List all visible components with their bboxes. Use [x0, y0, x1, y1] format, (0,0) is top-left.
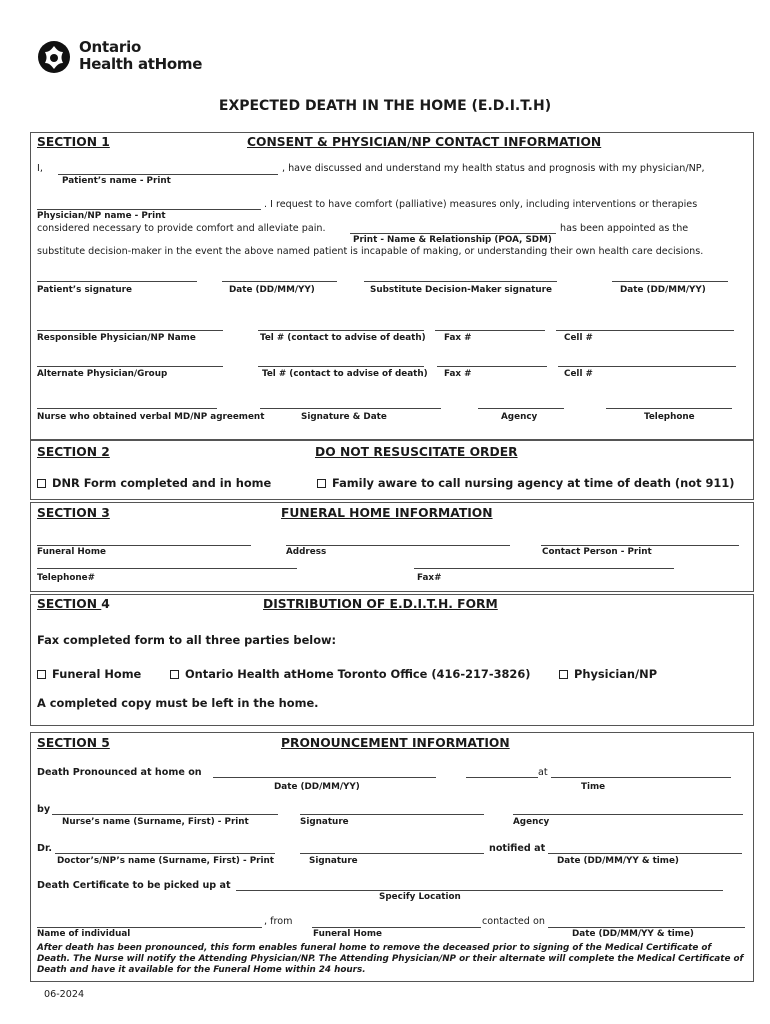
- sdm-date-field[interactable]: [612, 281, 728, 282]
- dnr-form-checkbox[interactable]: [37, 476, 271, 490]
- funeral-contact-field[interactable]: [541, 545, 739, 546]
- pronounced-at-text: at: [538, 767, 548, 778]
- death-pronounced-text: Death Pronounced at home on: [37, 767, 202, 778]
- by-nurse-signature-field[interactable]: [300, 814, 484, 815]
- individual-name-field[interactable]: [37, 927, 262, 928]
- section5-label: SECTION 5: [37, 736, 110, 750]
- from-text: , from: [264, 916, 293, 927]
- funeral-home-label: Funeral Home: [37, 547, 106, 557]
- individual-name-label: Name of individual: [37, 929, 131, 939]
- patient-signature-field[interactable]: [37, 281, 197, 282]
- consent-text-5: substitute decision-maker in the event the above named patient is incapable of making, or understanding their own health care decisions.: [37, 246, 704, 257]
- funeral-address-label: Address: [286, 547, 327, 557]
- sdm-name-field[interactable]: [350, 233, 556, 234]
- nurse-signature-field[interactable]: [260, 408, 441, 409]
- responsible-cell-field[interactable]: [556, 330, 734, 331]
- by-nurse-agency-field[interactable]: [513, 814, 743, 815]
- funeral-home-field[interactable]: [37, 545, 251, 546]
- ontario-trillium-icon: [37, 40, 71, 74]
- doctor-name-label: Doctor’s/NP’s name (Surname, First) - Print: [57, 856, 274, 866]
- pronounced-date-label: Date (DD/MM/YY): [274, 782, 360, 792]
- section4-label: [37, 597, 110, 611]
- section2-title: DO NOT RESUSCITATE ORDER: [315, 445, 518, 459]
- alternate-physician-label: Alternate Physician/Group: [37, 369, 168, 379]
- section5-title: PRONOUNCEMENT INFORMATION: [281, 736, 510, 750]
- patient-date-field[interactable]: [222, 281, 337, 282]
- nurse-name-label: Nurse who obtained verbal MD/NP agreement: [37, 412, 265, 422]
- alternate-fax-field[interactable]: [437, 366, 547, 367]
- alternate-cell-label: Cell #: [564, 369, 593, 379]
- certificate-pickup-text: Death Certificate to be picked up at: [37, 880, 231, 891]
- doctor-name-field[interactable]: [55, 853, 275, 854]
- consent-text-2: . I request to have comfort (palliative) measures only, including interventions or therapies: [264, 199, 698, 210]
- section4-label-text: SECTION: [37, 597, 102, 611]
- patient-signature-label: Patient’s signature: [37, 285, 132, 295]
- checkbox-icon: [37, 479, 46, 488]
- consent-text-1: , have discussed and understand my health status and prognosis with my physician/NP,: [282, 163, 705, 174]
- section3-label: SECTION 3: [37, 506, 110, 520]
- physician-np-option-label: Physician/NP: [574, 667, 658, 681]
- family-aware-label: Family aware to call nursing agency at time of death (not 911): [332, 476, 735, 490]
- consent-text-4: has been appointed as the: [560, 223, 689, 234]
- alternate-cell-field[interactable]: [558, 366, 736, 367]
- section1-title: CONSENT & PHYSICIAN/NP CONTACT INFORMATION: [247, 135, 602, 149]
- responsible-fax-label: Fax #: [444, 333, 472, 343]
- patient-name-label: Patient’s name - Print: [62, 176, 171, 186]
- section4-title: DISTRIBUTION OF E.D.I.T.H. FORM: [263, 597, 498, 611]
- nurse-name-field[interactable]: [37, 408, 217, 409]
- checkbox-icon: [170, 670, 179, 679]
- alternate-fax-label: Fax #: [444, 369, 472, 379]
- funeral-address-field[interactable]: [286, 545, 510, 546]
- responsible-fax-field[interactable]: [435, 330, 545, 331]
- dr-text: Dr.: [37, 843, 52, 854]
- pronounced-at-prefix-field[interactable]: [466, 777, 538, 778]
- alternate-tel-label: Tel # (contact to advise of death): [262, 369, 428, 379]
- ohah-toronto-option-label: Ontario Health atHome Toronto Office (416-217-3826): [185, 667, 531, 681]
- funeral-telephone-label: Telephone#: [37, 573, 95, 583]
- nurse-signature-label: Signature & Date: [301, 412, 387, 422]
- section4-label-number: 4: [101, 597, 110, 611]
- logo-text-line1: Ontario: [79, 38, 142, 56]
- section2-label: SECTION 2: [37, 445, 110, 459]
- notified-datetime-field[interactable]: [548, 853, 742, 854]
- responsible-tel-field[interactable]: [258, 330, 424, 331]
- section1-label: SECTION 1: [37, 135, 110, 149]
- by-nurse-signature-label: Signature: [300, 817, 349, 827]
- contacted-on-text: contacted on: [482, 916, 545, 927]
- pronounced-time-field[interactable]: [551, 777, 731, 778]
- ontario-logo: [37, 38, 207, 78]
- contacted-datetime-field[interactable]: [548, 927, 745, 928]
- nurse-agency-field[interactable]: [478, 408, 564, 409]
- notified-at-text: notified at: [489, 843, 546, 854]
- pronounced-date-field[interactable]: [213, 777, 436, 778]
- logo-text-line2: Health atHome: [79, 55, 203, 73]
- checkbox-icon: [317, 479, 326, 488]
- from-funeral-home-field[interactable]: [312, 927, 481, 928]
- by-text: by: [37, 804, 51, 815]
- patient-name-field[interactable]: [58, 174, 278, 175]
- patient-date-label: Date (DD/MM/YY): [229, 285, 315, 295]
- by-nurse-agency-label: Agency: [513, 817, 550, 827]
- sdm-signature-label: Substitute Decision-Maker signature: [370, 285, 552, 295]
- doctor-signature-label: Signature: [309, 856, 358, 866]
- alternate-tel-field[interactable]: [258, 366, 424, 367]
- doctor-signature-field[interactable]: [300, 853, 484, 854]
- fax-instruction: Fax completed form to all three parties below:: [37, 633, 337, 647]
- by-nurse-name-field[interactable]: [52, 814, 278, 815]
- by-nurse-name-label: Nurse’s name (Surname, First) - Print: [62, 817, 249, 827]
- from-funeral-home-label: Funeral Home: [313, 929, 382, 939]
- contacted-datetime-label: Date (DD/MM/YY & time): [572, 929, 694, 939]
- responsible-cell-label: Cell #: [564, 333, 593, 343]
- alternate-physician-field[interactable]: [37, 366, 223, 367]
- consent-text-3: considered necessary to provide comfort and alleviate pain.: [37, 223, 326, 234]
- pronouncement-footnote: After death has been pronounced, this form enables funeral home to remove the deceased prior to signing of the Medical Certificate of Death. The Nurse will notify the Attending Physician/NP. The Attending Physician/NP or their alternate will complete the Medical Certificate of Death and have it available for the Funeral Home within 24 hours.: [37, 943, 744, 975]
- certificate-location-label: Specify Location: [379, 892, 461, 902]
- funeral-home-checkbox[interactable]: [37, 667, 141, 681]
- form-title: EXPECTED DEATH IN THE HOME (E.D.I.T.H): [218, 98, 552, 114]
- pronounced-time-label: Time: [581, 782, 606, 792]
- responsible-physician-field[interactable]: [37, 330, 223, 331]
- family-aware-checkbox[interactable]: [317, 476, 734, 490]
- funeral-telephone-field[interactable]: [37, 568, 297, 569]
- sdm-date-label: Date (DD/MM/YY): [620, 285, 706, 295]
- form-code: 06-2024: [44, 989, 85, 1000]
- checkbox-icon: [559, 670, 568, 679]
- sdm-name-label: Print - Name & Relationship (POA, SDM): [353, 235, 552, 245]
- checkbox-icon: [37, 670, 46, 679]
- responsible-physician-label: Responsible Physician/NP Name: [37, 333, 196, 343]
- ohah-toronto-checkbox[interactable]: [170, 667, 530, 681]
- nurse-agency-label: Agency: [501, 412, 538, 422]
- copy-left-note: A completed copy must be left in the home.: [37, 696, 319, 710]
- section3-title: FUNERAL HOME INFORMATION: [281, 506, 493, 520]
- certificate-location-field[interactable]: [236, 890, 723, 891]
- physician-name-label: Physician/NP name - Print: [37, 211, 166, 221]
- funeral-contact-label: Contact Person - Print: [542, 547, 652, 557]
- physician-name-field[interactable]: [37, 209, 261, 210]
- consent-i: I,: [37, 163, 43, 174]
- funeral-fax-label: Fax#: [417, 573, 442, 583]
- sdm-signature-field[interactable]: [364, 281, 557, 282]
- notified-datetime-label: Date (DD/MM/YY & time): [557, 856, 679, 866]
- responsible-tel-label: Tel # (contact to advise of death): [260, 333, 426, 343]
- funeral-home-option-label: Funeral Home: [52, 667, 142, 681]
- physician-np-checkbox[interactable]: [559, 667, 657, 681]
- dnr-form-label: DNR Form completed and in home: [52, 476, 272, 490]
- nurse-telephone-label: Telephone: [644, 412, 695, 422]
- nurse-telephone-field[interactable]: [606, 408, 732, 409]
- funeral-fax-field[interactable]: [414, 568, 674, 569]
